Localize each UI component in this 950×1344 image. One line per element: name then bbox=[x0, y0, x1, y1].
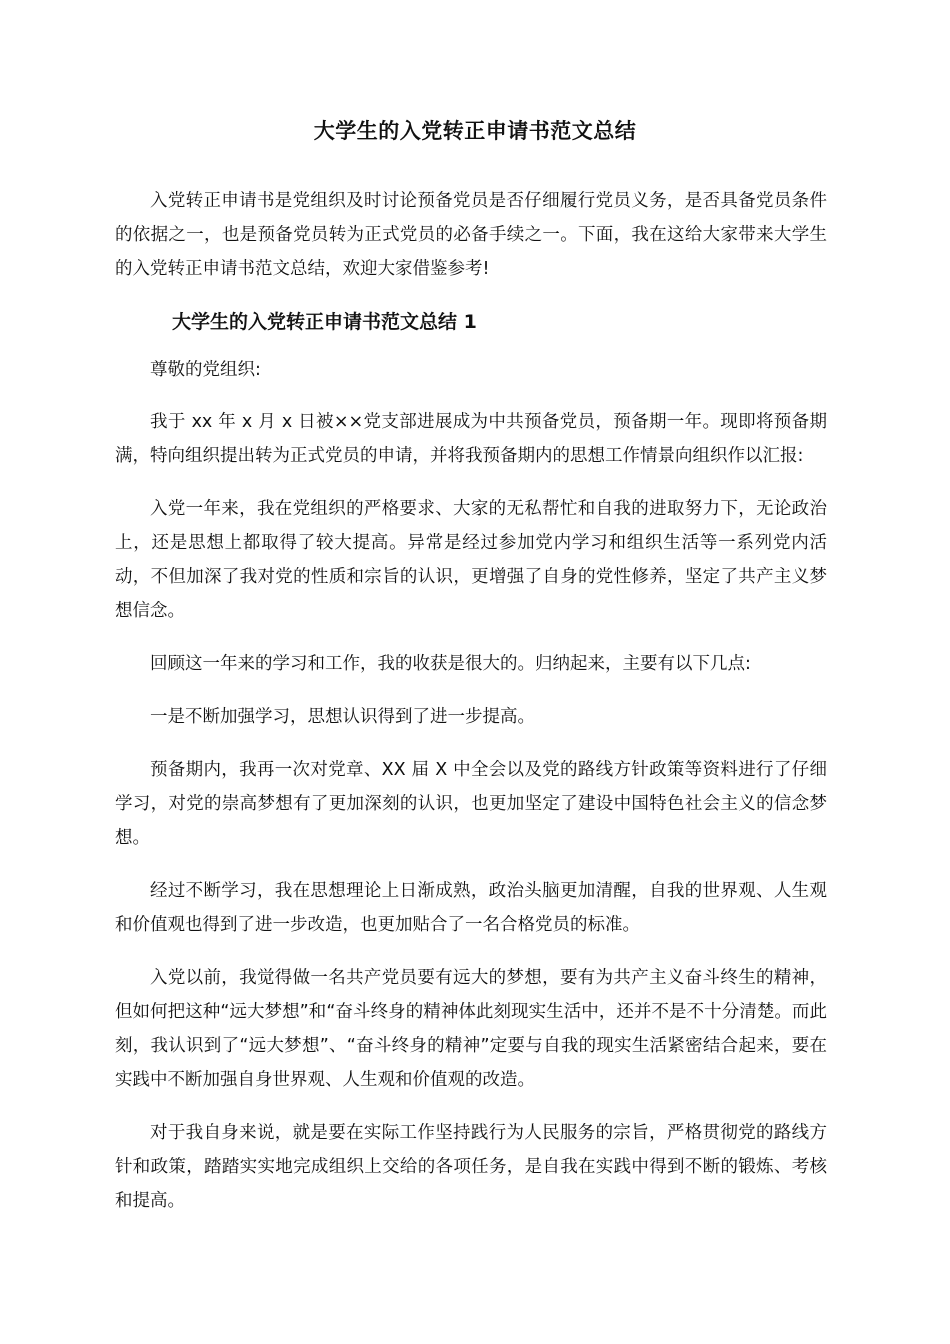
body-paragraph: 对于我自身来说，就是要在实际工作坚持践行为人民服务的宗旨，严格贯彻党的路线方针和政策，踏踏实实地完成组织上交给的各项任务，是自我在实践中得到不断的锻炼、考核和提高。 bbox=[115, 1123, 827, 1211]
body-paragraph: 入党以前，我觉得做一名共产党员要有远大的梦想，要有为共产主义奋斗终生的精神，但如何把这种“远大梦想”和“奋斗终身的精神体此刻现实生活中，还并不是不十分清楚。而此刻，我认识到了“远大梦想”、“奋斗终身的精神”定要与自我的现实生活紧密结合起来，要在实践中不断加强自身世界观、人生观和价值观的改造。 bbox=[115, 968, 827, 1090]
body-paragraph: 入党一年来，我在党组织的严格要求、大家的无私帮忙和自我的进取努力下，无论政治上，还是思想上都取得了较大提高。异常是经过参加党内学习和组织生活等一系列党内活动，不但加深了我对党的性质和宗旨的认识，更增强了自身的党性修养，坚定了共产主义梦想信念。 bbox=[115, 499, 827, 621]
document-title: 大学生的入党转正申请书范文总结 bbox=[313, 119, 637, 143]
intro-paragraph: 入党转正申请书是党组织及时讨论预备党员是否仔细履行党员义务，是否具备党员条件的依据之一，也是预备党员转为正式党员的必备手续之一。下面，我在这给大家带来大学生的入党转正申请书范文总结，欢迎大家借鉴参考! bbox=[115, 191, 827, 279]
section-heading: 大学生的入党转正申请书范文总结 1 bbox=[172, 311, 477, 333]
body-paragraph: 我于 xx 年 x 月 x 日被××党支部进展成为中共预备党员，预备期一年。现即将预备期满，特向组织提出转为正式党员的申请，并将我预备期内的思想工作情景向组织作以汇报: bbox=[115, 412, 827, 466]
body-paragraph: 预备期内，我再一次对党章、XX 届 X 中全会以及党的路线方针政策等资料进行了仔细学习，对党的崇高梦想有了更加深刻的认识，也更加坚定了建设中国特色社会主义的信念梦想。 bbox=[115, 760, 827, 848]
body-paragraph: 经过不断学习，我在思想理论上日渐成熟，政治头脑更加清醒，自我的世界观、人生观和价值观也得到了进一步改造，也更加贴合了一名合格党员的标准。 bbox=[115, 881, 827, 935]
body-paragraph: 回顾这一年来的学习和工作，我的收获是很大的。归纳起来，主要有以下几点: bbox=[150, 654, 751, 674]
body-paragraph: 一是不断加强学习，思想认识得到了进一步提高。 bbox=[150, 707, 535, 727]
salutation: 尊敬的党组织: bbox=[150, 360, 261, 380]
document-body bbox=[115, 184, 827, 1237]
